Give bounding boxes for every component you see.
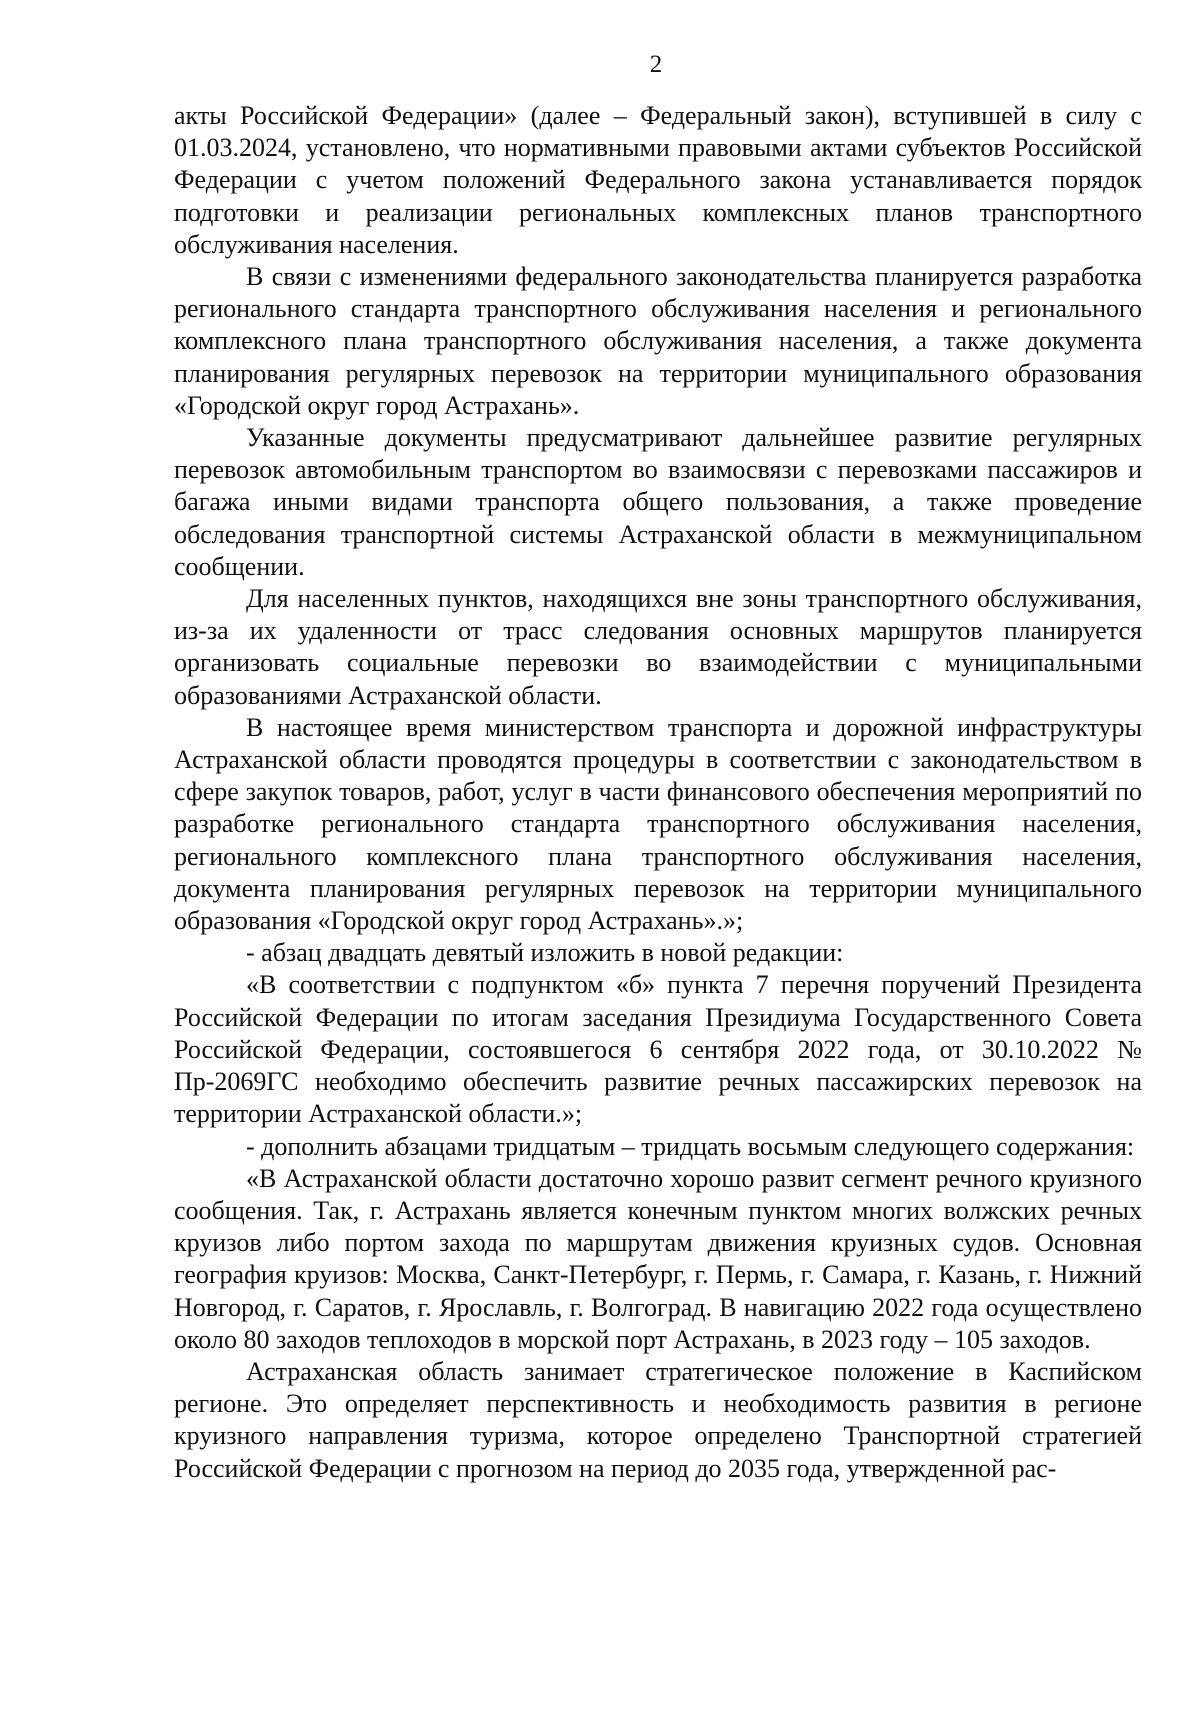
paragraph-7: «В соответствии с подпунктом «б» пункта 7 перечня поручений Президента Российской Федерации по итогам заседания Президиума Государственного Совета Российской Федерации, состоявшегося 6 сентября 2022 года, от 30.10.2022 № Пр-2069ГС необходимо обеспечить развитие речных пассажирских перевозок на территории Астраханской области.»;: [174, 970, 1142, 1129]
paragraph-4: Для населенных пунктов, находящихся вне зоны транспортного обслуживания, из-за их удаленности от трасс следования основных маршрутов планируется организовать социальные перевозки во взаимодействии с муниципальными образованиями Астраханской области.: [174, 584, 1142, 710]
paragraph-5: В настоящее время министерством транспорта и дорожной инфраструктуры Астраханской области проводятся процедуры в соответствии с законодательством в сфере закупок товаров, работ, услуг в части финансового обеспечения мероприятий по разработке регионального стандарта транспортного обслуживания населения, регионального комплексного плана транспортного обслуживания населения, документа планирования регулярных перевозок на территории муниципального образования «Городской округ город Астрахань».»;: [174, 712, 1142, 936]
paragraph-6: - абзац двадцать девятый изложить в новой редакции:: [246, 938, 844, 968]
paragraph-2: В связи с изменениями федерального законодательства планируется разработка регионального стандарта транспортного обслуживания населения и регионального комплексного плана транспортного обслуживания населения, а также документа планирования регулярных перевозок на территории муниципального образования «Городской округ город Астрахань».: [174, 262, 1142, 420]
paragraph-10: Астраханская область занимает стратегическое положение в Каспийском регионе. Это определяет перспективность и необходимость развития в регионе круизного направления туризма, которое определено Транспортной стратегией Российской Федерации с прогнозом на период до 2035 года, утвержденной рас-: [174, 1356, 1142, 1483]
page-number: 2: [649, 51, 663, 78]
paragraph-8: - дополнить абзацами тридцатым – тридцать восьмым следующего содержания:: [246, 1131, 1135, 1161]
document-body: [174, 100, 1142, 1485]
paragraph-1: акты Российской Федерации» (далее – Федеральный закон), вступившей в силу с 01.03.2024, установлено, что нормативными правовыми актами субъектов Российской Федерации с учетом положений Федерального закона устанавливается порядок подготовки и реализации региональных комплексных планов транспортного обслуживания населения.: [174, 101, 1142, 259]
paragraph-9: «В Астраханской области достаточно хорошо развит сегмент речного круизного сообщения. Так, г. Астрахань является конечным пунктом многих волжских речных круизов либо портом захода по маршрутам движения круизных судов. Основная география круизов: Москва, Санкт-Петербург, г. Пермь, г. Самара, г. Казань, г. Нижний Новгород, г. Саратов, г. Ярославль, г. Волгоград. В навигацию 2022 года осуществлено около 80 заходов теплоходов в морской порт Астрахань, в 2023 году – 105 заходов.: [174, 1163, 1142, 1354]
paragraph-3: Указанные документы предусматривают дальнейшее развитие регулярных перевозок автомобильным транспортом во взаимосвязи с перевозками пассажиров и багажа иными видами транспорта общего пользования, а также проведение обследования транспортной системы Астраханской области в межмуниципальном сообщении.: [174, 423, 1142, 581]
